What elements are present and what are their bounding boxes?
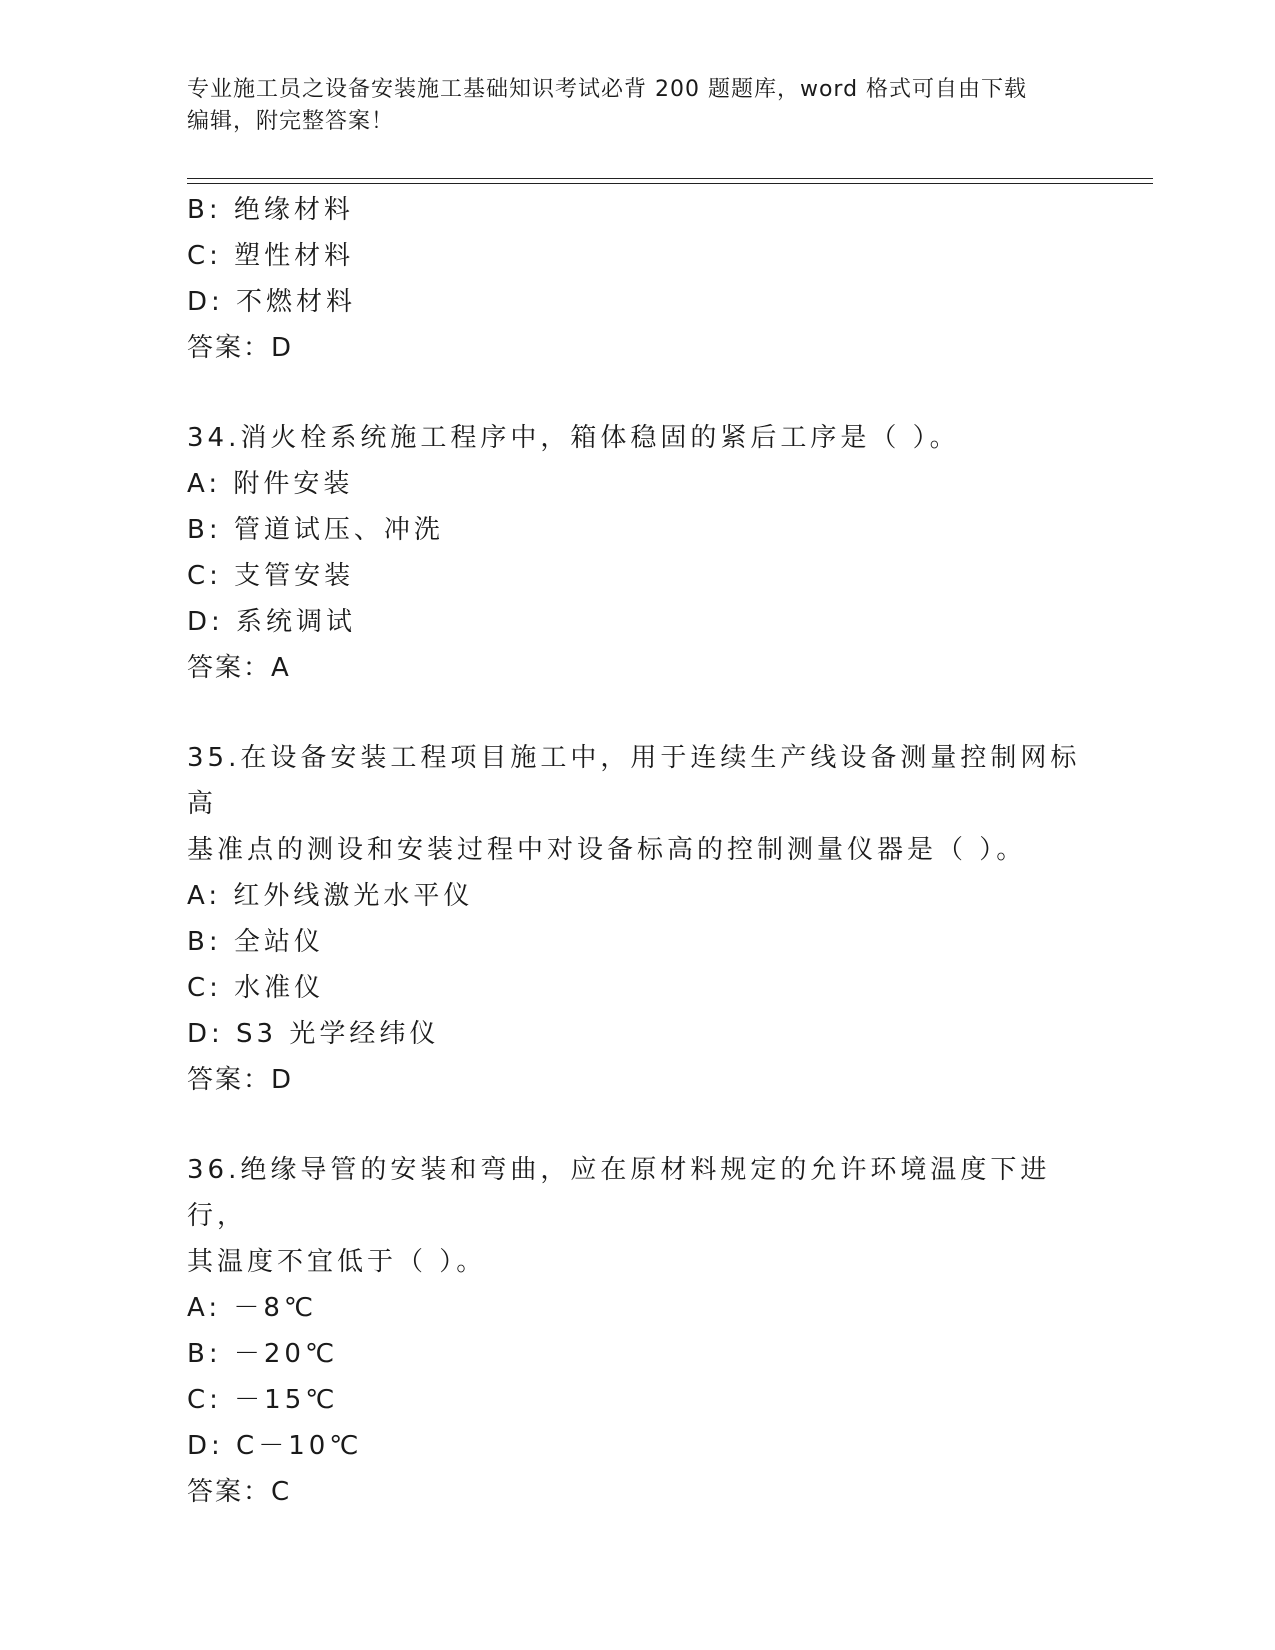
answer-line: 答案：A <box>187 653 291 683</box>
option-d: D: S3 光学经纬仪 <box>187 1019 440 1049</box>
question-stem-line-2: 基准点的测设和安装过程中对设备标高的控制测量仪器是（ ）。 <box>187 835 1027 865</box>
option-b: B: 管道试压、冲洗 <box>187 515 444 545</box>
option-a: A: 红外线激光水平仪 <box>187 881 474 911</box>
question-stem-line-1: 35.在设备安装工程项目施工中，用于连续生产线设备测量控制网标高 <box>187 743 1081 819</box>
question-block-36 <box>187 1147 1087 1515</box>
question-stem-line-1: 36.绝缘导管的安装和弯曲，应在原材料规定的允许环境温度下进行， <box>187 1155 1051 1231</box>
option-d: D: 不燃材料 <box>187 287 357 317</box>
document-header <box>187 74 1067 138</box>
header-line-2: 编辑，附完整答案！ <box>187 109 395 134</box>
answer-line: 答案：D <box>187 333 294 363</box>
option-c: C: 支管安装 <box>187 561 355 591</box>
header-divider-bottom <box>187 183 1153 184</box>
question-list <box>187 187 1087 1515</box>
option-b: B: 全站仪 <box>187 927 324 957</box>
option-c: C: 水准仪 <box>187 973 325 1003</box>
option-d: D: 系统调试 <box>187 607 357 637</box>
header-divider-top <box>187 178 1153 179</box>
header-line-1: 专业施工员之设备安装施工基础知识考试必背 200 题题库，word 格式可自由下载 <box>187 77 1028 102</box>
question-block-35 <box>187 735 1087 1103</box>
option-a: A: 附件安装 <box>187 469 354 499</box>
option-d: D: C－10℃ <box>187 1431 363 1461</box>
option-c: C: －15℃ <box>187 1385 339 1415</box>
answer-line: 答案：D <box>187 1065 294 1095</box>
option-a: A: －8℃ <box>187 1293 318 1323</box>
option-b: B: 绝缘材料 <box>187 195 354 225</box>
question-block-34 <box>187 415 1087 691</box>
question-stem-line-2: 其温度不宜低于（ ）。 <box>187 1247 487 1277</box>
option-b: B: －20℃ <box>187 1339 339 1369</box>
option-c: C: 塑性材料 <box>187 241 355 271</box>
question-block-33-partial <box>187 187 1087 371</box>
question-stem: 34.消火栓系统施工程序中，箱体稳固的紧后工序是（ ）。 <box>187 423 960 453</box>
answer-line: 答案：C <box>187 1477 292 1507</box>
